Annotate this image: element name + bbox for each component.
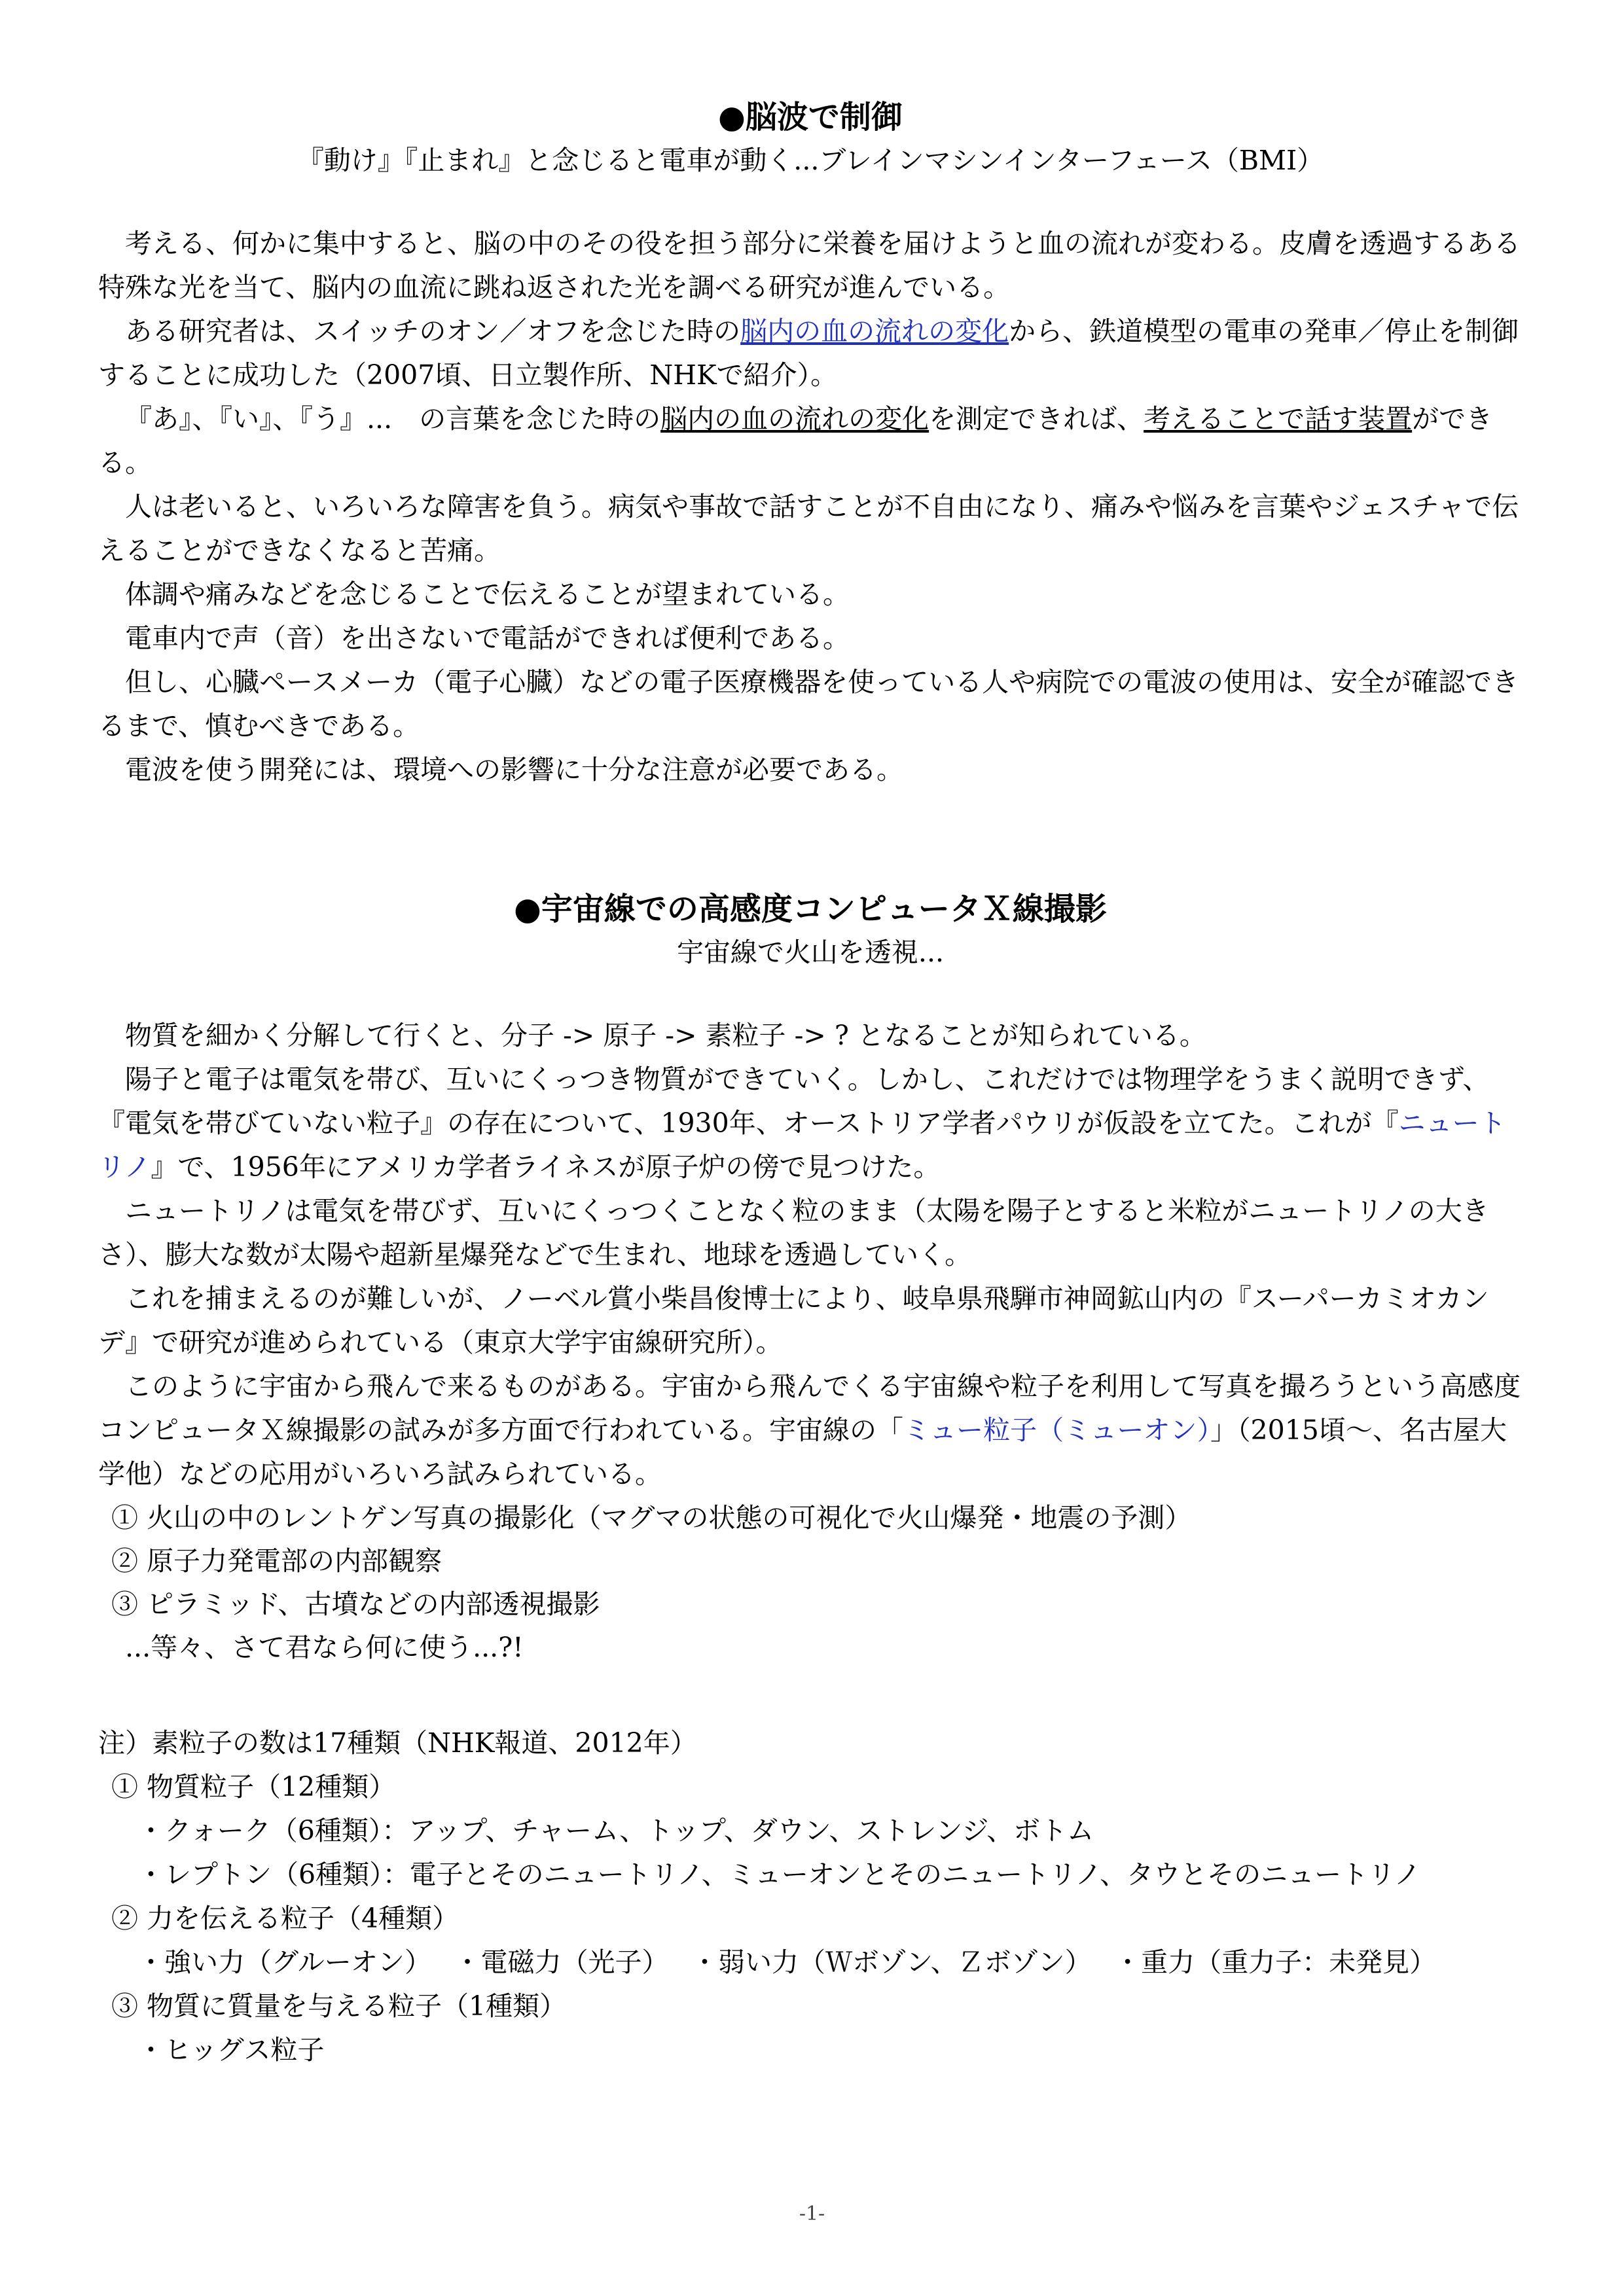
paragraph — [98, 310, 1523, 397]
paragraph: これを捕まえるのが難しいが、ノーベル賞小柴昌俊博士により、岐阜県飛騨市神岡鉱山内の『スーパーカミオカンデ』で研究が進められている（東京大学宇宙線研究所）。 — [98, 1283, 1489, 1358]
paragraph — [98, 1058, 1523, 1189]
force-weak: ・弱い力（Ｗボゾン、Ｚボゾン） — [691, 1946, 1079, 1978]
note-group: ① 物質粒子（12種類） — [111, 1771, 396, 1803]
text-segment: ある研究者は、スイッチのオン／オフを念じた時の — [125, 315, 741, 347]
text-segment: ができる。 — [98, 403, 1493, 478]
text-segment: 」（2015頃～、名古屋大学他）などの応用がいろいろ試みられている。 — [98, 1414, 1507, 1490]
note-entry: ・ヒッグス粒子 — [137, 2034, 325, 2066]
section-title: ●宇宙線での高感度コンピュータＸ線撮影 — [514, 891, 1107, 927]
paragraph — [98, 1365, 1523, 1496]
section-body — [98, 222, 1523, 792]
section-body — [98, 1014, 1523, 1670]
note-group: ③ 物質に質量を与える粒子（1種類） — [111, 1990, 567, 2022]
paragraph: 電波を使う開発には、環境への影響に十分な注意が必要である。 — [125, 754, 903, 785]
text-segment: 『あ』、『い』、『う』... の言葉を念じた時の — [125, 403, 661, 435]
note-group: ② 力を伝える粒子（4種類） — [111, 1903, 460, 1934]
text-segment: から、鉄道模型の電車の発車／停止を制御することに成功した（2007頃、日立製作所、NHKで紹介）。 — [98, 315, 1519, 391]
note-entry-forces — [98, 1941, 1538, 1984]
text-segment: を測定できれば、 — [929, 403, 1144, 435]
paragraph: 但し、心臓ペースメーカ（電子心臓）などの電子医療機器を使っている人や病院での電波の使用は、安全が確認できるまで、慎むべきである。 — [98, 666, 1519, 742]
force-electromagnetic: ・電磁力（光子） — [454, 1946, 655, 1978]
paragraph: 体調や痛みなどを念じることで伝えることが望まれている。 — [125, 579, 850, 610]
paragraph: 電車内で声（音）を出さないで電話ができれば便利である。 — [125, 622, 850, 654]
force-gravity: ・重力（重力子：未発見） — [1114, 1946, 1437, 1978]
blood-flow-link[interactable]: 脳内の血の流れの変化 — [740, 315, 1009, 347]
closing-line: ...等々、さて君なら何に使う...?! — [125, 1632, 524, 1663]
paragraph: 人は老いると、いろいろな障害を負う。病気や事故で話すことが不自由になり、痛みや悩みを言葉やジェスチャで伝えることができなくなると苦痛。 — [98, 491, 1519, 566]
underlined-text: 脳内の血の流れの変化 — [660, 403, 929, 435]
list-item: ③ ピラミッド、古墳などの内部透視撮影 — [111, 1588, 600, 1620]
list-item: ② 原子力発電部の内部観察 — [111, 1545, 442, 1577]
section-subtitle: 宇宙線で火山を透視... — [676, 937, 945, 968]
note-entry: ・レプトン（6種類）：電子とそのニュートリノ、ミューオンとそのニュートリノ、タウとそのニュートリノ — [137, 1859, 1421, 1890]
text-segment: 陽子と電子は電気を帯び、互いにくっつき物質ができていく。しかし、これだけでは物理学をうまく説明できず、『電気を帯びていない粒子』の存在について、1930年、オーストリア学者パウリが仮設を立てた。これが『 — [98, 1064, 1490, 1139]
highlighted-term: ミュー粒子（ミューオン） — [903, 1414, 1211, 1446]
notes-section — [98, 1721, 1538, 2072]
text-segment: このように宇宙から飛んで来るものがある。宇宙から飛んでくる宇宙線や粒子を利用して写真を撮ろうという高感度コンピュータＸ線撮影の試みが多方面で行われている。宇宙線の「 — [98, 1371, 1521, 1446]
paragraph: 考える、何かに集中すると、脳の中のその役を担う部分に栄養を届けようと血の流れが変わる。皮膚を透過するある特殊な光を当て、脳内の血流に跳ね返された光を調べる研究が進んでいる。 — [98, 228, 1521, 303]
page-number: -1- — [799, 2202, 825, 2225]
paragraph — [98, 397, 1523, 485]
highlighted-term: ニュートリノ — [98, 1107, 1506, 1183]
list-item: ① 火山の中のレントゲン写真の撮影化（マグマの状態の可視化で火山爆発・地震の予測） — [111, 1502, 1192, 1534]
note-entry: ・クォーク（6種類）：アップ、チャーム、トップ、ダウン、ストレンジ、ボトム — [137, 1815, 1094, 1846]
text-segment: 』で、1956年にアメリカ学者ライネスが原子炉の傍で見つけた。 — [151, 1151, 941, 1183]
paragraph: 物質を細かく分解して行くと、分子 -> 原子 -> 素粒子 -> ? となることが知られている。 — [125, 1020, 1206, 1051]
force-strong: ・強い力（グルーオン） — [137, 1946, 418, 1978]
underlined-text: 考えることで話す装置 — [1144, 403, 1413, 435]
section-cosmic-ray — [98, 887, 1523, 1670]
notes-heading: 注）素粒子の数は17種類（NHK報道、2012年） — [98, 1727, 697, 1759]
section-title: ●脳波で制御 — [718, 99, 903, 135]
section-subtitle: 『動け』『止まれ』と念じると電車が動く...ブレインマシンインターフェース（BMI） — [297, 145, 1324, 176]
paragraph: ニュートリノは電気を帯びず、互いにくっつくことなく粒のまま（太陽を陽子とすると米粒がニュートリノの大きさ）、膨大な数が太陽や超新星爆発などで生まれ、地球を透過していく。 — [98, 1195, 1489, 1270]
section-brain-wave — [98, 95, 1523, 792]
